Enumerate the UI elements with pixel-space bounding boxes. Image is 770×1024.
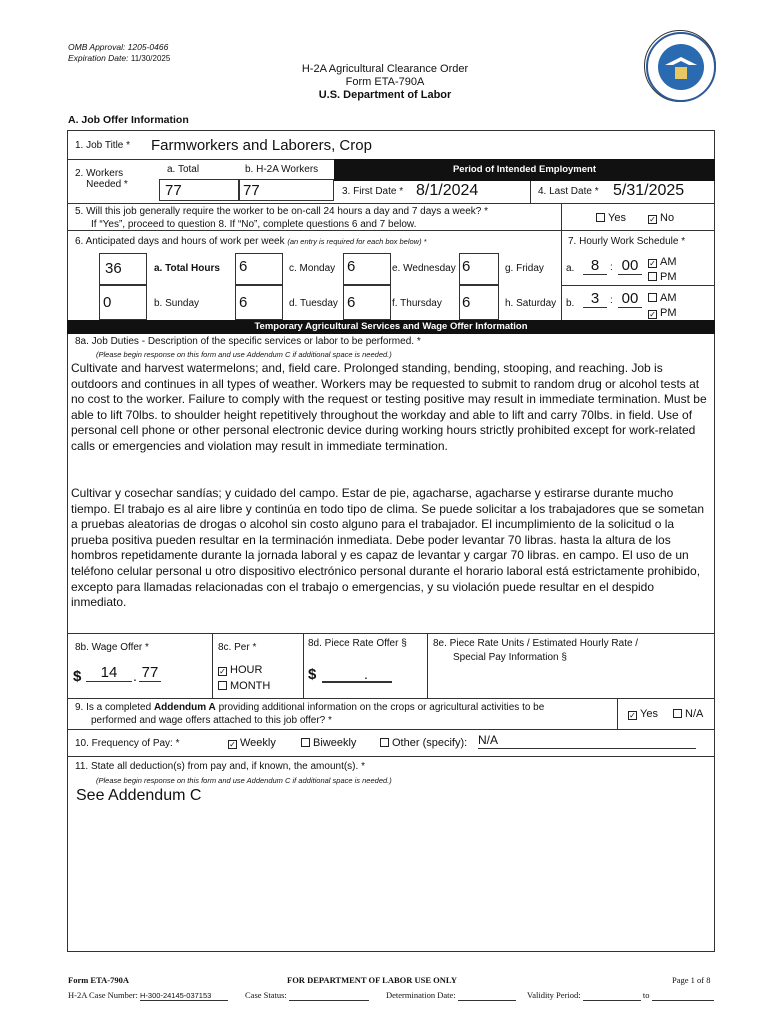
- job-title-field[interactable]: Farmworkers and Laborers, Crop: [151, 137, 372, 154]
- form-number: Form ETA-790A: [345, 76, 425, 88]
- h2a-workers-label: b. H-2A Workers: [245, 164, 319, 175]
- pay-frequency-label: 10. Frequency of Pay: *: [75, 738, 180, 749]
- workers-needed-label: 2. Workers Needed *: [75, 168, 128, 190]
- wednesday-label: e. Wednesday: [392, 263, 456, 274]
- wage-dot: .: [133, 668, 137, 684]
- wednesday-hours-value: 6: [462, 258, 471, 275]
- deductions-label: 11. State all deduction(s) from pay and, if known, the amount(s). *: [75, 761, 365, 772]
- schedule-b-min[interactable]: 00: [618, 290, 642, 308]
- job-duties-note: (Please begin response on this form and use Addendum C if additional space is needed.): [96, 350, 392, 359]
- thursday-hours-value: 6: [462, 294, 471, 311]
- anticipated-hours-label: 6. Anticipated days and hours of work per week (an entry is required for each box below) *: [75, 236, 427, 247]
- wage-offer-label: 8b. Wage Offer *: [75, 642, 149, 653]
- piece-rate-units-label: 8e. Piece Rate Units / Estimated Hourly Rate /: [433, 638, 639, 649]
- schedule-a-pm[interactable]: PM: [648, 271, 677, 283]
- sunday-hours-value: 0: [103, 294, 112, 311]
- tuesday-hours-value: 6: [347, 294, 356, 311]
- h2a-workers-value: 77: [243, 182, 260, 199]
- schedule-a-am[interactable]: ✓ AM: [649, 256, 677, 268]
- total-hours-value: 36: [105, 260, 122, 277]
- thursday-label: f. Thursday: [392, 298, 442, 309]
- sunday-box-value: 6: [239, 294, 248, 311]
- schedule-b-label: b.: [566, 298, 575, 309]
- period-header: Period of Intended Employment: [334, 159, 715, 181]
- footer-determination: Determination Date:: [386, 990, 516, 1001]
- form-title: H-2A Agricultural Clearance Order: [301, 63, 469, 75]
- piece-rate-field[interactable]: .: [322, 666, 392, 683]
- deductions-note: (Please begin response on this form and use Addendum C if additional space is needed.): [96, 776, 392, 785]
- footer-case-number: H-2A Case Number: H-300-24145-037153: [68, 990, 228, 1001]
- oncall-question: 5. Will this job generally require the worker to be on-call 24 hours a day and 7 days a week? *: [75, 206, 489, 217]
- per-label: 8c. Per *: [218, 642, 257, 653]
- footer-page: Page 1 of 8: [672, 975, 711, 985]
- per-hour[interactable]: ✓ HOUR: [219, 664, 263, 676]
- footer-form: Form ETA-790A: [68, 975, 129, 985]
- job-duties-english[interactable]: Cultivate and harvest watermelons; and, field care. Prolonged standing, bending, stooping, and reaching. Job is outdoors and continues in all types of weather. Workers may be requested to submit to random drug or alcohol tests at no cost to the worker. Failure to comply with the request or testing positive may result in immediate termination. Must be able to lift 70lbs. to shoulder height repetitively throughout the workday and able to lift and carry 70lbs. in field. Use of personal cell phone or other personal electronic device during working hours strictly prohibited except for work-related calls or emergencies and violation may result in immediate termination.: [71, 361, 707, 453]
- hourly-schedule-label: 7. Hourly Work Schedule *: [568, 236, 686, 247]
- total-label: a. Total: [167, 164, 200, 175]
- friday-label: g. Friday: [505, 263, 544, 274]
- dol-seal-icon: [644, 30, 716, 102]
- oncall-instructions: If “Yes”, proceed to question 8. If “No”, complete questions 6 and 7 below.: [91, 219, 417, 230]
- job-duties-spanish[interactable]: Cultivar y cosechar sandías; y cuidado del campo. Estar de pie, agacharse, agacharse y estirarse durante mucho tiempo. El trabajo es al aire libre y continúa en todo tipo de clima. Se puede solicitar a los trabajadores que se sometan a pruebas aleatorias de drogas o alcohol sin costo alguno para el trabajador. El incumplimiento de la solicitud o la prueba positiva pueden resultar en la terminación inmediata. Debe poder levantar 70 libras. hasta la altura de los hombros repetidamente durante la jornada laboral y es capaz de levantar y cargar 70 libras. en campo. El uso de un teléfono celular personal u otro dispositivo electrónico personal durante el horario laboral está estrictamente prohibido, excepto para llamadas relacionadas con el trabajo o emergencias, y su violación puede resultar en el despido inmediato.: [71, 486, 705, 610]
- special-pay-label: Special Pay Information §: [453, 652, 567, 663]
- addendum-a-na[interactable]: N/A: [673, 708, 703, 720]
- pay-weekly[interactable]: ✓ Weekly: [229, 737, 276, 749]
- wage-cents-field[interactable]: 77: [139, 664, 161, 682]
- temp-services-header: Temporary Agricultural Services and Wage Offer Information: [67, 320, 715, 334]
- monday-hours-value-a: 6: [239, 258, 248, 275]
- footer-dol-only: FOR DEPARTMENT OF LABOR USE ONLY: [287, 975, 457, 985]
- schedule-a-colon: :: [610, 262, 613, 273]
- sunday-label: b. Sunday: [154, 298, 200, 309]
- monday-label: c. Monday: [289, 263, 336, 274]
- wage-dollar: $: [73, 668, 82, 685]
- oncall-no[interactable]: ✓ No: [649, 212, 675, 224]
- schedule-b-colon: :: [610, 295, 613, 306]
- oncall-yes[interactable]: Yes: [596, 212, 626, 224]
- total-hours-label: a. Total Hours: [154, 263, 220, 274]
- monday-hours-value: 6: [347, 258, 356, 275]
- schedule-a-label: a.: [566, 263, 575, 274]
- total-workers-value: 77: [165, 182, 182, 199]
- wage-dollars-field[interactable]: 14: [86, 664, 132, 682]
- pay-biweekly[interactable]: Biweekly: [301, 737, 356, 749]
- piece-rate-label: 8d. Piece Rate Offer §: [308, 638, 407, 649]
- section-a-heading: A. Job Offer Information: [68, 114, 189, 126]
- last-date-field[interactable]: 5/31/2025: [613, 182, 685, 199]
- omb-approval: OMB Approval: 1205-0466 Expiration Date: 11/30/2025: [68, 42, 171, 63]
- job-duties-label: 8a. Job Duties - Description of the specific services or labor to be performed. *: [75, 336, 421, 347]
- pay-other[interactable]: Other (specify):: [380, 737, 467, 749]
- department-name: U.S. Department of Labor: [318, 89, 452, 101]
- last-date-label: 4. Last Date *: [538, 186, 599, 197]
- schedule-b-hour[interactable]: 3: [583, 290, 607, 308]
- first-date-label: 3. First Date *: [342, 186, 404, 197]
- deductions-field[interactable]: See Addendum C: [76, 787, 202, 804]
- schedule-b-pm[interactable]: ✓ PM: [649, 307, 677, 319]
- addendum-a-yes[interactable]: ✓ Yes: [629, 708, 658, 720]
- pay-other-field[interactable]: N/A: [478, 733, 696, 749]
- footer-case-status: Case Status:: [245, 990, 369, 1001]
- schedule-a-hour[interactable]: 8: [583, 257, 607, 275]
- first-date-field[interactable]: 8/1/2024: [416, 182, 479, 199]
- piece-rate-dollar: $: [308, 666, 317, 683]
- schedule-b-am[interactable]: AM: [648, 292, 677, 304]
- addendum-a-question: 9. Is a completed Addendum A providing additional information on the crops or agricultural activities to be: [75, 702, 545, 713]
- addendum-a-question-2: performed and wage offers attached to this job offer? *: [91, 715, 332, 726]
- per-month[interactable]: MONTH: [218, 680, 270, 692]
- job-title-label: 1. Job Title *: [75, 140, 131, 151]
- saturday-label: h. Saturday: [505, 298, 557, 309]
- schedule-a-min[interactable]: 00: [618, 257, 642, 275]
- tuesday-label: d. Tuesday: [289, 298, 338, 309]
- footer-validity: Validity Period: to: [527, 990, 714, 1001]
